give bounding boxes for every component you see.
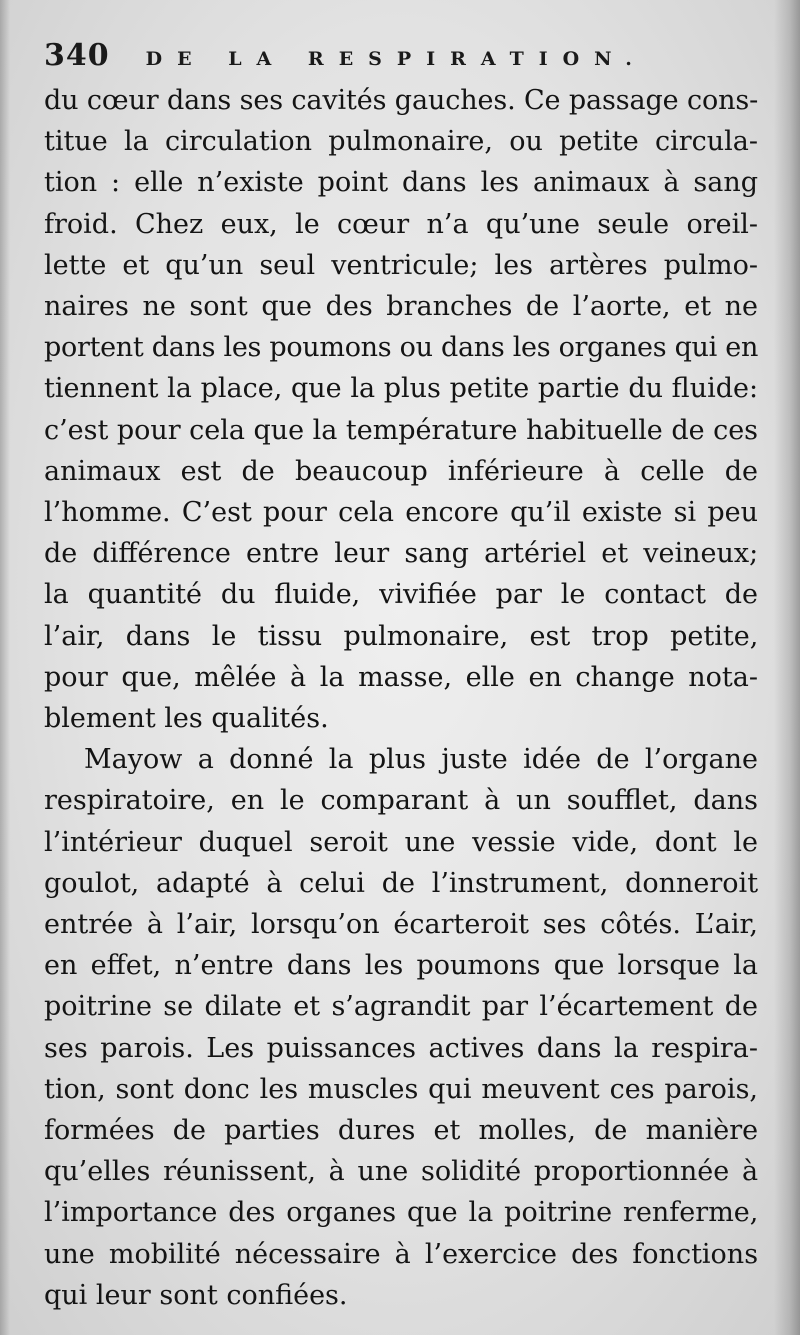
text-line: respiratoire, en le comparant à un soufflet, dans	[44, 785, 758, 817]
text-line: de différence entre leur sang artériel et veineux;	[44, 538, 759, 570]
text-line: l’intérieur duquel seroit une vessie vide, dont le	[44, 826, 758, 858]
text-line: naires ne sont que des branches de l’aorte, et ne	[44, 291, 758, 323]
text-line: poitrine se dilate et s’agrandit par l’écartement de	[44, 991, 758, 1023]
text-line: une mobilité nécessaire à l’exercice des fonctions	[44, 1238, 759, 1270]
text-line: tion : elle n’existe point dans les animaux à sang	[44, 167, 758, 199]
text-line: c’est pour cela que la température habituelle de ces	[44, 414, 759, 446]
text-line: froid. Chez eux, le cœur n’a qu’une seule oreil-	[44, 208, 758, 240]
text-line: tiennent la place, que la plus petite partie du fluide:	[44, 373, 759, 405]
paragraph-1	[44, 80, 758, 739]
text-line: blement les qualités.	[44, 703, 329, 735]
text-line: qu’elles réunissent, à une solidité proportionnée à	[44, 1156, 759, 1188]
text-line: titue la circulation pulmonaire, ou petite circula-	[44, 126, 758, 158]
text-line: animaux est de beaucoup inférieure à celle de	[44, 455, 758, 487]
running-title: DE LA RESPIRATION.	[145, 48, 647, 70]
page-gutter-shadow	[774, 0, 800, 1335]
text-line: en effet, n’entre dans les poumons que lorsque la	[44, 950, 758, 982]
text-line: lette et qu’un seul ventricule; les artères pulmo-	[44, 249, 758, 281]
text-line: goulot, adapté à celui de l’instrument, donneroit	[44, 867, 759, 899]
text-line: portent dans les poumons ou dans les organes qui en	[44, 332, 759, 364]
text-line: Mayow a donné la plus juste idée de l’organe	[84, 744, 759, 776]
text-line: ses parois. Les puissances actives dans la respira-	[44, 1032, 758, 1064]
text-line: l’air, dans le tissu pulmonaire, est trop petite,	[44, 620, 759, 652]
text-line: entrée à l’air, lorsqu’on écarteroit ses côtés. L’air,	[44, 909, 758, 941]
body-text	[44, 80, 758, 1316]
text-line: tion, sont donc les muscles qui meuvent ces parois,	[44, 1073, 759, 1105]
text-line: du cœur dans ses cavités gauches. Ce passage cons-	[44, 85, 759, 116]
page-header	[44, 38, 764, 73]
text-line: l’homme. C’est pour cela encore qu’il existe si peu	[44, 497, 758, 529]
text-line: l’importance des organes que la poitrine renferme,	[44, 1197, 759, 1229]
text-line: qui leur sont confiées.	[44, 1279, 348, 1311]
text-line: la quantité du fluide, vivifiée par le contact de	[44, 579, 759, 611]
paragraph-2	[44, 739, 758, 1316]
text-line: formées de parties dures et molles, de manière	[44, 1115, 759, 1147]
text-line: pour que, mêlée à la masse, elle en change nota-	[44, 661, 758, 693]
page-number: 340	[44, 38, 110, 73]
page-left-edge-shadow	[0, 0, 10, 1335]
